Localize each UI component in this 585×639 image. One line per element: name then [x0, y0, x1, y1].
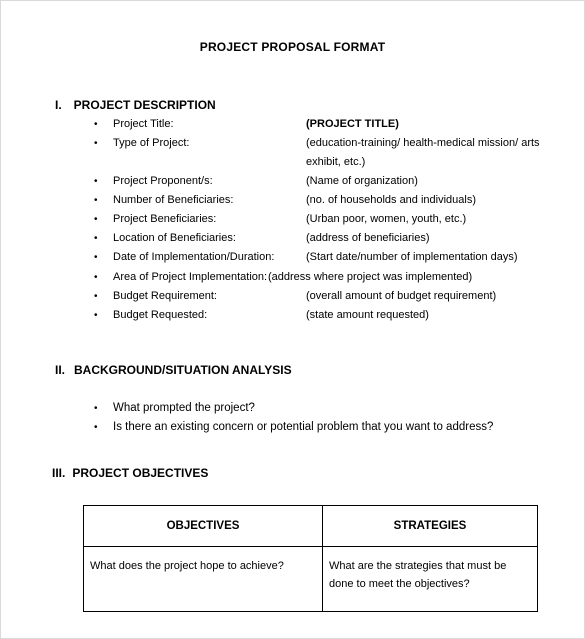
bullet-icon: •: [94, 422, 98, 433]
section-number: III.: [52, 466, 66, 480]
field-label: Project Title:: [113, 118, 174, 130]
objectives-table: [83, 505, 538, 612]
field-value: (Start date/number of implementation days): [306, 251, 518, 263]
field-value: (address where project was implemented): [268, 271, 473, 283]
bullet-icon: •: [94, 403, 98, 414]
field-label: Budget Requested:: [113, 309, 208, 321]
field-value: (no. of households and individuals): [306, 194, 477, 206]
bullet-icon: •: [94, 214, 98, 225]
section-title: BACKGROUND/SITUATION ANALYSIS: [74, 363, 292, 377]
section-number: II.: [55, 363, 66, 377]
section-heading-objectives: [52, 466, 208, 480]
bullet-icon: •: [94, 252, 98, 263]
bullet-icon: •: [94, 176, 98, 187]
field-value: (PROJECT TITLE): [306, 118, 399, 130]
column-header-strategies: STRATEGIES: [323, 506, 538, 547]
field-label: Number of Beneficiaries:: [113, 194, 234, 206]
field-value: (Urban poor, women, youth, etc.): [306, 213, 467, 225]
field-label: Project Proponent/s:: [113, 175, 213, 187]
field-label: Area of Project Implementation:: [113, 271, 268, 283]
field-label: Date of Implementation/Duration:: [113, 251, 275, 263]
field-value: (overall amount of budget requirement): [306, 290, 497, 302]
field-value: (state amount requested): [306, 309, 429, 321]
section-heading-background: [55, 363, 292, 377]
section-title: PROJECT OBJECTIVES: [72, 466, 209, 480]
section-title: PROJECT DESCRIPTION: [73, 98, 216, 112]
field-label: Budget Requirement:: [113, 290, 217, 302]
section-number: I.: [55, 98, 62, 112]
bullet-icon: •: [94, 138, 98, 149]
field-label: Project Beneficiaries:: [113, 213, 217, 225]
objectives-cell: What does the project hope to achieve?: [84, 547, 323, 612]
table-row: [84, 547, 538, 612]
field-label: Type of Project:: [113, 137, 190, 149]
field-label: Location of Beneficiaries:: [113, 232, 236, 244]
bullet-icon: •: [94, 291, 98, 302]
field-value: (Name of organization): [306, 175, 418, 187]
bullet-icon: •: [94, 119, 98, 130]
bullet-icon: •: [94, 310, 98, 321]
bullet-icon: •: [94, 195, 98, 206]
bullet-icon: •: [94, 272, 98, 283]
field-value: (education-training/ health-medical mission/ arts: [306, 137, 540, 149]
field-value: (address of beneficiaries): [306, 232, 430, 244]
table-header-row: [84, 506, 538, 547]
background-question: Is there an existing concern or potential problem that you want to address?: [113, 421, 494, 433]
section-heading-project-description: [55, 98, 216, 112]
field-value-continued: exhibit, etc.): [306, 156, 366, 168]
bullet-icon: •: [94, 233, 98, 244]
document-title: PROJECT PROPOSAL FORMAT: [199, 40, 386, 54]
background-question: What prompted the project?: [113, 402, 255, 414]
strategies-cell: What are the strategies that must be done to meet the objectives?: [323, 547, 538, 612]
column-header-objectives: OBJECTIVES: [84, 506, 323, 547]
